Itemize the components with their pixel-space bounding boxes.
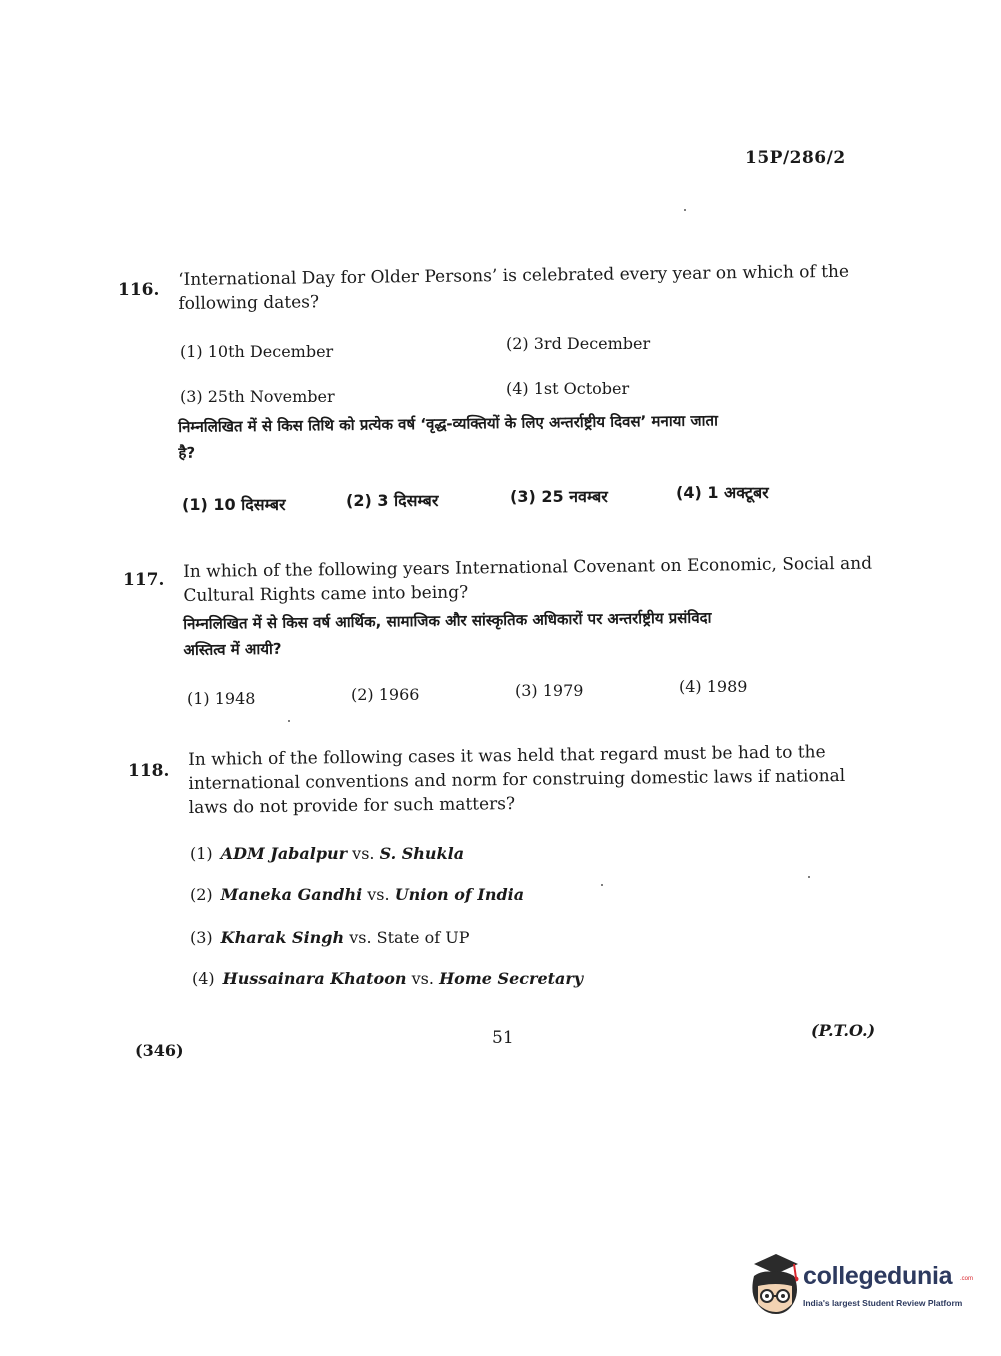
option-2: (2) 3rd December: [506, 334, 651, 353]
question-text-en: In which of the following years International Covenant on Economic, Social and Cultural Rights came into being?: [183, 553, 873, 606]
option-hi-3: (3) 25 नवम्बर: [510, 487, 608, 506]
question-number: 118.: [128, 761, 170, 781]
question-number: 116.: [118, 280, 160, 300]
option-hi-1: (1) 10 दिसम्बर: [182, 495, 286, 514]
scan-speck: [808, 876, 810, 878]
option-1: (1) 1948: [187, 689, 256, 708]
brand-domain: .com: [960, 1276, 974, 1282]
question-text-hi: निम्नलिखित में से किस वर्ष आर्थिक, सामाजिक और सांस्कृतिक अधिकारों पर अन्तर्राष्ट्रीय प्रसंविदा अस्तित्व में आयी?: [183, 608, 712, 659]
brand-name: collegedunia: [803, 1262, 953, 1290]
page-number: 51: [492, 1028, 514, 1048]
option-4: (4) 1st October: [506, 379, 630, 398]
question-116: [118, 262, 878, 522]
option-2: (2) 1966: [351, 685, 420, 704]
question-number: 117.: [123, 570, 165, 590]
option-3: (3) 25th November: [180, 387, 335, 406]
booklet-number: (346): [135, 1041, 184, 1060]
paper-code: 15P/286/2: [745, 148, 846, 168]
question-117: [123, 553, 883, 716]
collegedunia-logo: [744, 1252, 974, 1322]
case-option-3: (3) Kharak Singh vs. State of UP: [190, 928, 470, 947]
case-option-1: (1) ADM Jabalpur vs. S. Shukla: [190, 844, 465, 863]
scan-speck: [601, 884, 603, 886]
case-option-4: (4) Hussainara Khatoon vs. Home Secretary: [192, 969, 584, 988]
question-text-en: ‘International Day for Older Persons’ is celebrated every year on which of the following dates?: [178, 261, 850, 314]
brand-tagline: India's largest Student Review Platform: [803, 1298, 963, 1308]
mascot-icon: [744, 1252, 804, 1322]
pto-label: (P.T.O.): [811, 1021, 876, 1040]
question-118: [128, 744, 888, 994]
case-option-2: (2) Maneka Gandhi vs. Union of India: [190, 885, 525, 904]
option-3: (3) 1979: [515, 681, 584, 700]
option-hi-2: (2) 3 दिसम्बर: [346, 491, 439, 510]
option-hi-4: (4) 1 अक्टूबर: [676, 483, 769, 502]
scan-speck: [288, 720, 290, 722]
option-1: (1) 10th December: [180, 342, 334, 361]
question-text-hi: निम्नलिखित में से किस तिथि को प्रत्येक वर्ष ‘वृद्ध-व्यक्तियों के लिए अन्तर्राष्ट्रीय दिवस’ मनाया जाता है?: [178, 411, 719, 462]
scan-speck: [684, 209, 686, 211]
question-text-en: In which of the following cases it was held that regard must be had to the international conventions and norm for construing domestic laws if national laws do not provide for such matters?: [188, 742, 846, 818]
option-4: (4) 1989: [679, 677, 748, 696]
